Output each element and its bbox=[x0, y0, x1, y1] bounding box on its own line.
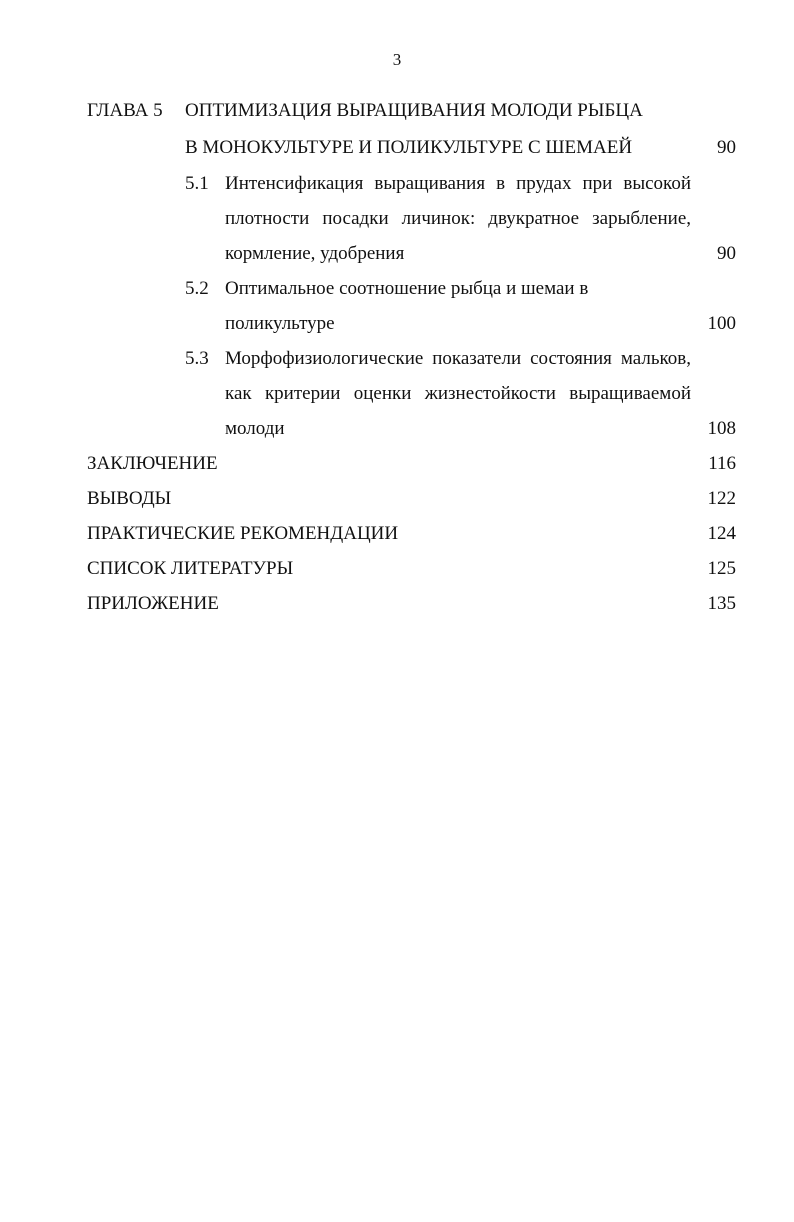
entry-title: ВЫВОДЫ bbox=[87, 488, 172, 509]
entry-title: ПРИЛОЖЕНИЕ bbox=[87, 593, 219, 614]
section-text-line2: плотности посадки личинок: двукратное зарыбление, bbox=[225, 208, 691, 229]
section-page: 108 bbox=[707, 418, 736, 439]
section-text-line1: Морфофизиологические показатели состояния мальков, bbox=[225, 348, 691, 369]
section-text-line3: молоди bbox=[225, 418, 285, 439]
section-text-line2: как критерии оценки жизнестойкости выращиваемой bbox=[225, 383, 691, 404]
section-text-line2: поликультуре bbox=[225, 313, 335, 334]
section-page: 90 bbox=[717, 243, 736, 264]
entry-page: 125 bbox=[707, 558, 736, 579]
chapter-page: 90 bbox=[717, 137, 736, 158]
entry-page: 116 bbox=[708, 453, 736, 474]
section-text-line1: Интенсификация выращивания в прудах при высокой bbox=[225, 173, 691, 194]
section-page: 100 bbox=[707, 313, 736, 334]
chapter-title-line1: ОПТИМИЗАЦИЯ ВЫРАЩИВАНИЯ МОЛОДИ РЫБЦА bbox=[185, 100, 643, 121]
section-number: 5.2 bbox=[185, 278, 209, 299]
entry-title: ЗАКЛЮЧЕНИЕ bbox=[87, 453, 218, 474]
page-number: 3 bbox=[392, 50, 402, 69]
chapter-title-line2: В МОНОКУЛЬТУРЕ И ПОЛИКУЛЬТУРЕ С ШЕМАЕЙ bbox=[185, 137, 633, 158]
entry-page: 122 bbox=[707, 488, 736, 509]
entry-title: ПРАКТИЧЕСКИЕ РЕКОМЕНДАЦИИ bbox=[87, 523, 399, 544]
entry-title: СПИСОК ЛИТЕРАТУРЫ bbox=[87, 558, 294, 579]
section-text-line1: Оптимальное соотношение рыбца и шемаи в bbox=[225, 278, 589, 299]
section-number: 5.3 bbox=[185, 348, 209, 369]
chapter-label: ГЛАВА 5 bbox=[87, 100, 163, 121]
section-text-line3: кормление, удобрения bbox=[225, 243, 405, 264]
entry-page: 124 bbox=[707, 523, 736, 544]
section-number: 5.1 bbox=[185, 173, 209, 194]
entry-page: 135 bbox=[707, 593, 736, 614]
